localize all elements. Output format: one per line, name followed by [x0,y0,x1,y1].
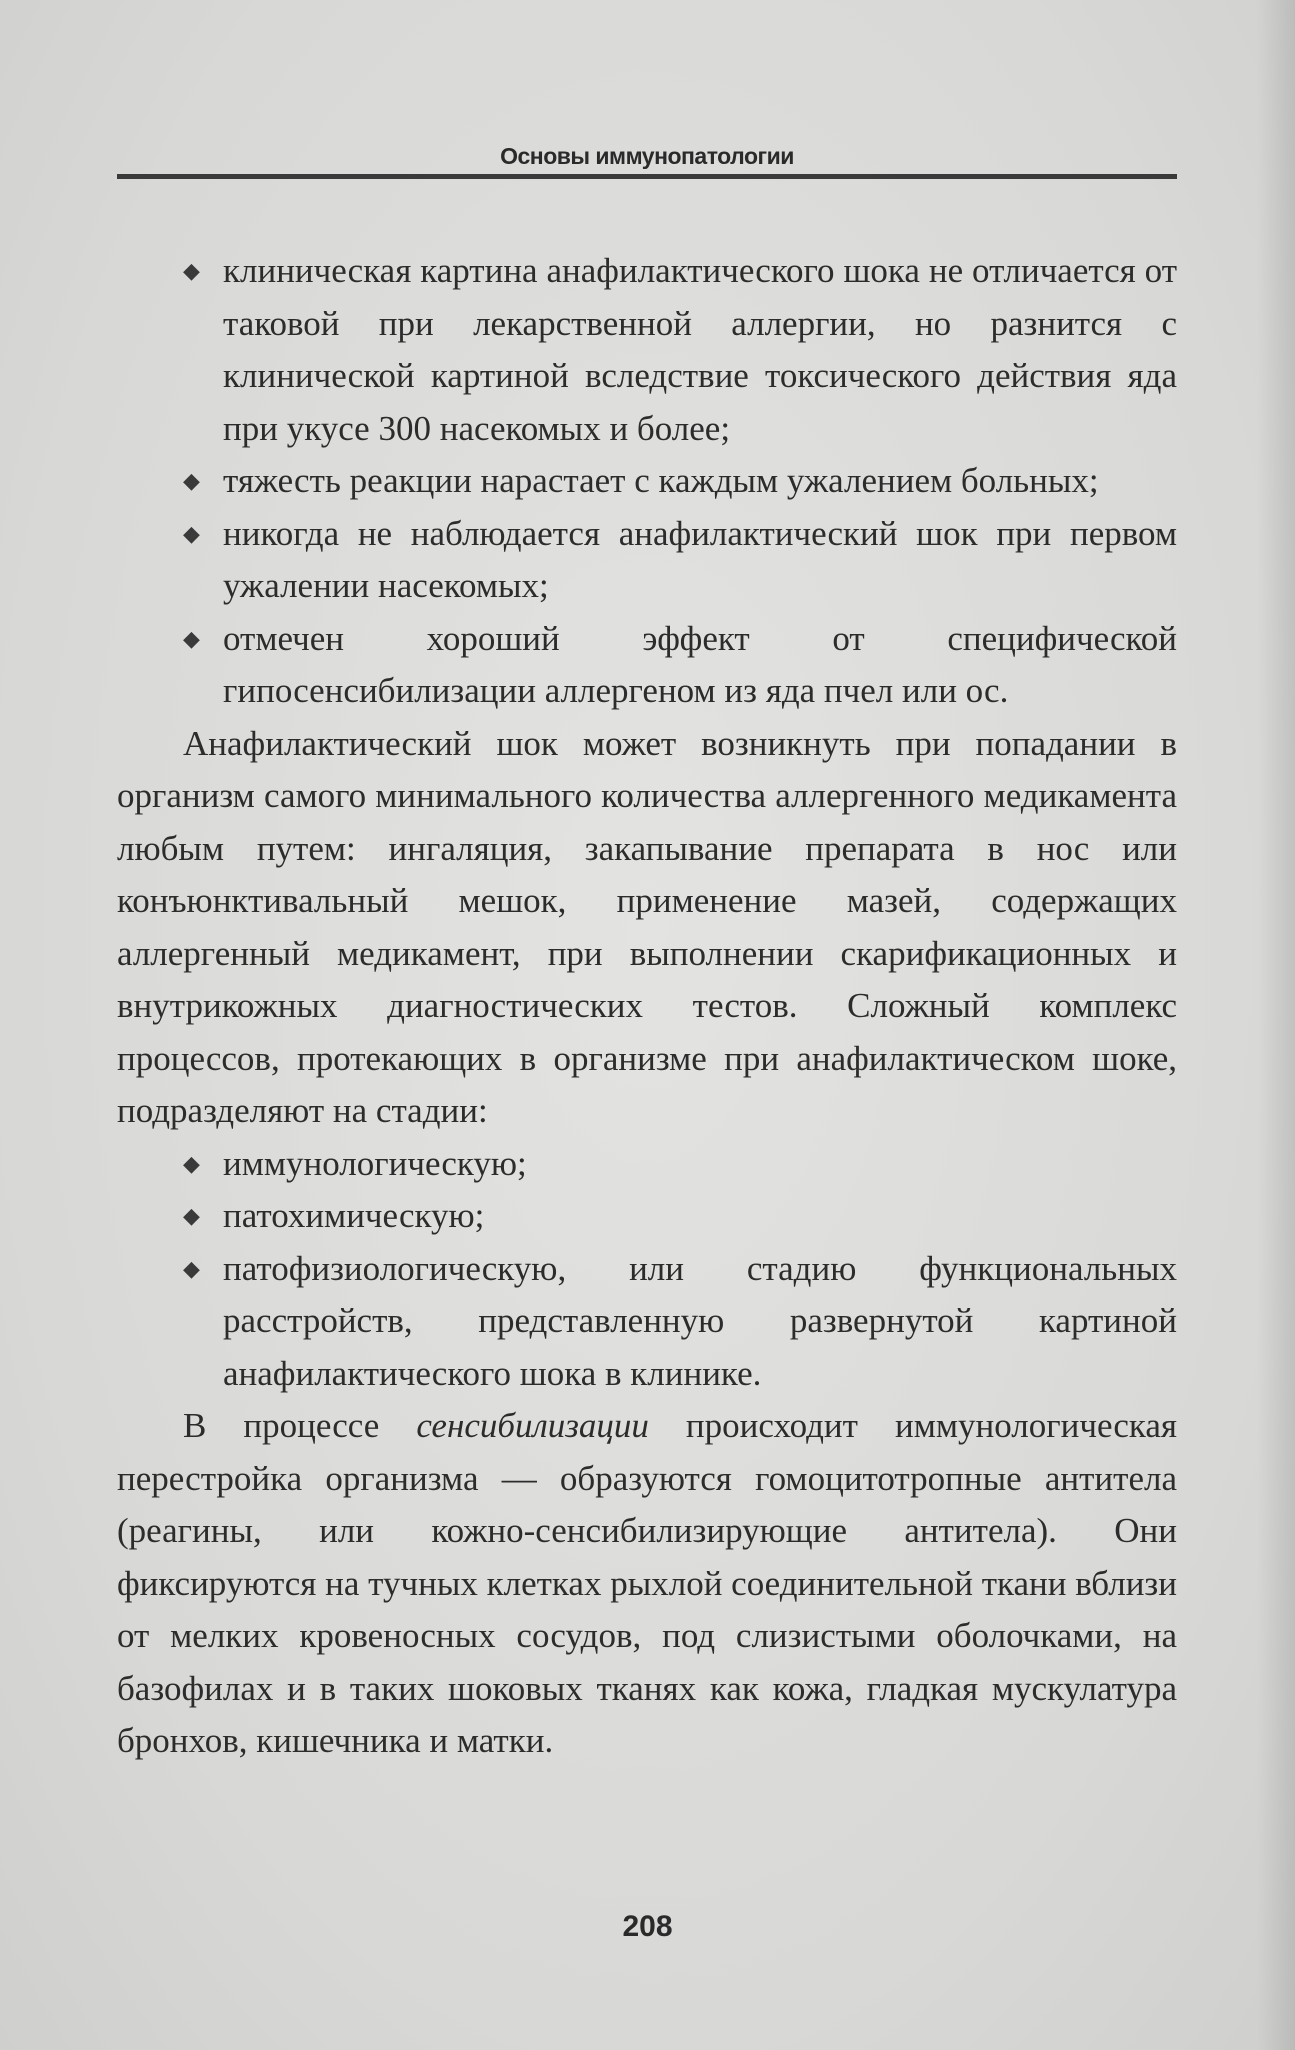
diamond-bullet-icon: ◆ [183,1203,200,1228]
diamond-bullet-icon: ◆ [183,625,200,651]
list-item-text: иммунологическую; [223,1143,527,1183]
paragraph-anaphylactic-shock: Анафилактический шок может возникнуть при попадании в организм самого минимального количества аллергенного медикамента любым путем: ингаляция, закапывание препарата в нос или конъюнктивальный мешок, применение мазей, содержащих аллергенный медикамент, при выполнении скарификационных и внутрикожных диагностических тестов. Сложный комплекс процессов, протекающих в организме при анафилактическом шоке, подразделяют на стадии: [117,723,1177,1130]
list-item-text: никогда не наблюдается анафилактический шок при первом ужалении насекомых; [223,513,1177,605]
list-item-text: отмечен хороший эффект от специфической гипосенсибилизации аллергеном из яда пчел или ос. [223,618,1177,710]
list-item [117,455,1177,508]
header-rule [117,174,1177,179]
page-number: 208 [622,1910,673,1943]
bullet-list-stages [117,1138,1177,1401]
list-item [117,1243,1177,1401]
diamond-bullet-icon: ◆ [183,1255,200,1281]
diamond-bullet-icon: ◆ [183,520,200,546]
list-item [117,613,1177,718]
running-header [117,143,1177,183]
page-body [117,245,1177,1768]
list-item-text: патохимическую; [223,1196,485,1235]
list-item-text: клиническая картина анафилактического шока не отличается от таковой при лекарственной аллергии, но разнится с клинической картиной вследствие токсического действия яда при укусе 300 насекомых и более; [223,251,1177,448]
list-item [117,1190,1177,1243]
paragraph-sensitization [117,1400,1177,1768]
list-item [117,1138,1177,1191]
list-item-text: патофизиологическую, или стадию функциональных расстройств, представленную развернутой картиной анафилактического шока в клинике. [223,1248,1177,1393]
diamond-bullet-icon: ◆ [183,468,200,493]
bullet-list-features [117,245,1177,718]
paragraph-text-end: происходит иммунологическая перестройка организма — образуются гомоцитотропные антитела (реагины, или кожно-сенсибилизирующие антитела). Они фиксируются на тучных клетках рыхлой соединительной ткани вблизи от мелких кровеносных сосудов, под слизистыми оболочками, на базофилах и в таких шоковых тканях как кожа, гладкая мускулатура бронхов, кишечника и матки. [117,1406,1177,1760]
list-item-text: тяжесть реакции нарастает с каждым ужалением больных; [223,461,1099,500]
page-edge-shadow [1257,0,1295,2050]
list-item [117,245,1177,455]
diamond-bullet-icon: ◆ [183,1150,200,1176]
running-header-title: Основы иммунопатологии [500,143,794,169]
list-item [117,508,1177,613]
paragraph-text-start: В процессе [183,1406,417,1445]
diamond-bullet-icon: ◆ [183,258,200,283]
italic-term: сенсибилизации [416,1406,649,1445]
